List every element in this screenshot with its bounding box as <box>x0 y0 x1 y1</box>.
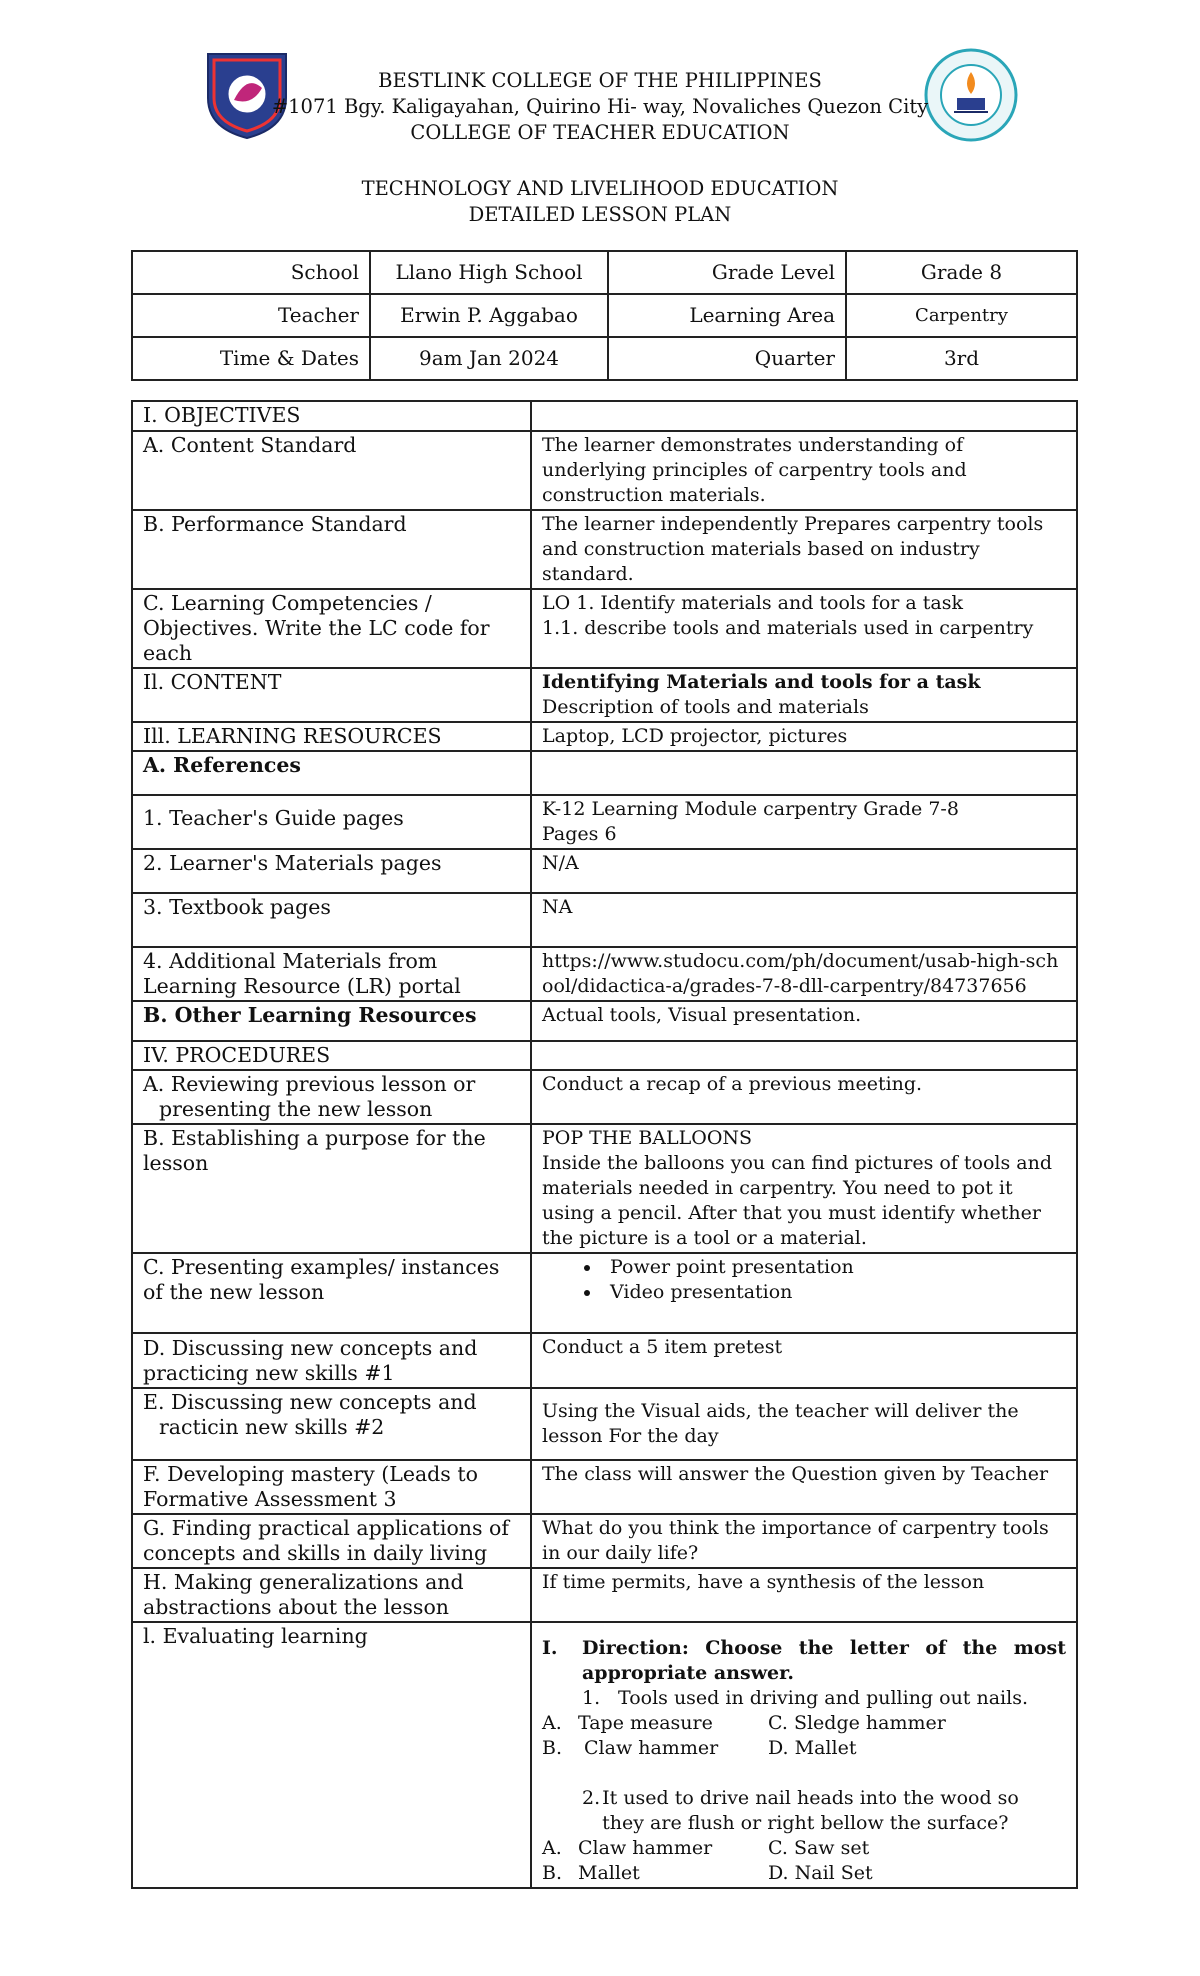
tg-line: K-12 Learning Module carpentry Grade 7-8 <box>542 798 959 820</box>
procedures-value <box>531 1041 1077 1070</box>
eval-direction <box>542 1636 1066 1686</box>
quarter-label: Quarter <box>608 337 846 380</box>
procedure-e: Using the Visual aids, the teacher will deliver the lesson For the day <box>531 1388 1077 1460</box>
procedure-b <box>531 1124 1077 1253</box>
plan-row <box>132 1460 1077 1514</box>
info-row <box>132 294 1077 337</box>
evaluation <box>531 1622 1077 1888</box>
info-table <box>131 250 1078 381</box>
plan-row <box>132 795 1077 849</box>
info-row <box>132 251 1077 294</box>
lesson-plan-table <box>131 400 1078 1889</box>
option-row <box>542 1861 1066 1886</box>
option-letter: B. <box>542 1737 563 1759</box>
lc-line: 1.1. describe tools and materials used in carpentry <box>542 617 1034 639</box>
procedure-h: If time permits, have a synthesis of the lesson <box>531 1568 1077 1622</box>
plan-row <box>132 1070 1077 1124</box>
info-row <box>132 337 1077 380</box>
list-item: • Power point presentation <box>602 1255 1066 1280</box>
page-header <box>0 68 1200 146</box>
content-standard: The learner demonstrates understanding of underlying principles of carpentry tools and construction materials. <box>531 431 1077 510</box>
tg-line: Pages 6 <box>542 823 617 845</box>
teacher-value: Erwin P. Aggabao <box>370 294 608 337</box>
procedure-b-title: POP THE BALLOONS <box>542 1127 753 1149</box>
procedure-a: Conduct a recap of a previous meeting. <box>531 1070 1077 1124</box>
plan-row <box>132 722 1077 751</box>
eval-direction-num: I. <box>542 1637 558 1659</box>
option-letter: A. <box>542 1712 562 1734</box>
option-text: Mallet <box>578 1862 640 1884</box>
grade-label: Grade Level <box>608 251 846 294</box>
option-letter: B. <box>542 1862 563 1884</box>
school-label: School <box>132 251 370 294</box>
procedure-e-label-line: racticin new skills #2 <box>159 1415 385 1439</box>
plan-row <box>132 1622 1077 1888</box>
textbook-label: 3. Textbook pages <box>132 893 531 947</box>
procedure-i-label: l. Evaluating learning <box>132 1622 531 1888</box>
question-2 <box>542 1786 1066 1836</box>
college-name: BESTLINK COLLEGE OF THE PHILIPPINES <box>378 69 822 92</box>
plan-row <box>132 1001 1077 1041</box>
procedure-g-label: G. Finding practical applications of concepts and skills in daily living <box>132 1514 531 1568</box>
subject-title: TECHNOLOGY AND LIVELIHOOD EDUCATION <box>361 177 839 200</box>
additional-materials-link[interactable]: https://www.studocu.com/ph/document/usab-high-school/didactica-a/grades-7-8-dll-carpentry/84737656 <box>531 947 1077 1001</box>
objectives-value <box>531 401 1077 431</box>
objectives-heading: I. OBJECTIVES <box>132 401 531 431</box>
quarter-value: 3rd <box>846 337 1077 380</box>
plan-row <box>132 1333 1077 1388</box>
other-resources: Actual tools, Visual presentation. <box>531 1001 1077 1041</box>
teachers-guide <box>531 795 1077 849</box>
teacher-label: Teacher <box>132 294 370 337</box>
references-value <box>531 751 1077 795</box>
learning-competencies-label: C. Learning Competencies / Objectives. Write the LC code for each <box>132 589 531 668</box>
procedure-g: What do you think the importance of carpentry tools in our daily life? <box>531 1514 1077 1568</box>
area-label: Learning Area <box>608 294 846 337</box>
procedure-h-label: H. Making generalizations and abstractions about the lesson <box>132 1568 531 1622</box>
plan-row <box>132 431 1077 510</box>
learners-materials: N/A <box>531 849 1077 893</box>
list-item: • Video presentation <box>602 1280 1066 1305</box>
option-letter: A. <box>542 1837 562 1859</box>
plan-row <box>132 668 1077 722</box>
plan-row <box>132 1388 1077 1460</box>
performance-standard-label: B. Performance Standard <box>132 510 531 589</box>
procedures-heading: IV. PROCEDURES <box>132 1041 531 1070</box>
option-text: D. Mallet <box>768 1737 857 1759</box>
content-title: Identifying Materials and tools for a task <box>542 671 981 693</box>
option-text: D. Nail Set <box>768 1862 873 1884</box>
question-text: It used to drive nail heads into the wood so they are flush or right bellow the surface? <box>602 1787 1019 1834</box>
option-text: Claw hammer <box>584 1737 719 1759</box>
plan-row <box>132 751 1077 795</box>
time-label: Time & Dates <box>132 337 370 380</box>
area-value: Carpentry <box>846 294 1077 337</box>
procedure-d: Conduct a 5 item pretest <box>531 1333 1077 1388</box>
procedure-c-list <box>542 1255 1066 1305</box>
procedure-a-label <box>132 1070 531 1124</box>
question-num: 1. <box>582 1687 601 1709</box>
procedure-f: The class will answer the Question given by Teacher <box>531 1460 1077 1514</box>
plan-row <box>132 1514 1077 1568</box>
content-desc: Description of tools and materials <box>542 696 869 718</box>
procedure-c <box>531 1253 1077 1333</box>
question-text: Tools used in driving and pulling out nails. <box>618 1687 1028 1709</box>
content-label: Il. CONTENT <box>132 668 531 722</box>
procedure-f-label: F. Developing mastery (Leads to Formative Assessment 3 <box>132 1460 531 1514</box>
other-resources-label: B. Other Learning Resources <box>132 1001 531 1041</box>
textbook: NA <box>531 893 1077 947</box>
question-1 <box>542 1686 1066 1711</box>
option-text: C. Sledge hammer <box>768 1712 946 1734</box>
procedure-e-label-line: E. Discussing new concepts and <box>143 1390 477 1414</box>
learning-competencies <box>531 589 1077 668</box>
plan-row <box>132 1253 1077 1333</box>
option-row <box>542 1836 1066 1861</box>
eval-direction-text: Direction: Choose the letter of the most appropriate answer. <box>582 1637 1066 1684</box>
option-text: Claw hammer <box>578 1837 713 1859</box>
college-address: #1071 Bgy. Kaligayahan, Quirino Hi- way, Novaliches Quezon City <box>271 95 929 118</box>
procedure-b-label: B. Establishing a purpose for the lesson <box>132 1124 531 1253</box>
performance-standard: The learner independently Prepares carpentry tools and construction materials based on industry standard. <box>531 510 1077 589</box>
plan-row <box>132 589 1077 668</box>
document-title <box>0 176 1200 228</box>
procedure-b-text: Inside the balloons you can find pictures of tools and materials needed in carpentry. You need to pot it using a pencil. After that you must identify whether the picture is a tool or a material. <box>542 1152 1053 1249</box>
plan-row <box>132 1041 1077 1070</box>
option-row <box>542 1711 1066 1736</box>
content <box>531 668 1077 722</box>
plan-row <box>132 849 1077 893</box>
time-value: 9am Jan 2024 <box>370 337 608 380</box>
content-standard-label: A. Content Standard <box>132 431 531 510</box>
plan-row <box>132 893 1077 947</box>
plan-row <box>132 947 1077 1001</box>
learning-resources-label: Ill. LEARNING RESOURCES <box>132 722 531 751</box>
plan-row <box>132 401 1077 431</box>
option-row <box>542 1736 1066 1761</box>
grade-value: Grade 8 <box>846 251 1077 294</box>
lc-line: LO 1. Identify materials and tools for a task <box>542 592 963 614</box>
school-value: Llano High School <box>370 251 608 294</box>
doc-title: DETAILED LESSON PLAN <box>468 203 732 226</box>
department-name: COLLEGE OF TEACHER EDUCATION <box>410 121 790 144</box>
procedure-d-label: D. Discussing new concepts and practicing new skills #1 <box>132 1333 531 1388</box>
option-text: C. Saw set <box>768 1837 870 1859</box>
procedure-e-label <box>132 1388 531 1460</box>
plan-row <box>132 1568 1077 1622</box>
references-label: A. References <box>132 751 531 795</box>
teachers-guide-label: 1. Teacher's Guide pages <box>132 795 531 849</box>
procedure-c-label: C. Presenting examples/ instances of the new lesson <box>132 1253 531 1333</box>
learners-materials-label: 2. Learner's Materials pages <box>132 849 531 893</box>
learning-resources: Laptop, LCD projector, pictures <box>531 722 1077 751</box>
procedure-a-label-line: A. Reviewing previous lesson or <box>143 1072 476 1096</box>
question-num: 2. <box>582 1787 601 1809</box>
plan-row <box>132 1124 1077 1253</box>
additional-materials-label: 4. Additional Materials from Learning Resource (LR) portal <box>132 947 531 1001</box>
plan-row <box>132 510 1077 589</box>
option-text: Tape measure <box>578 1712 713 1734</box>
procedure-a-label-line: presenting the new lesson <box>159 1097 433 1121</box>
